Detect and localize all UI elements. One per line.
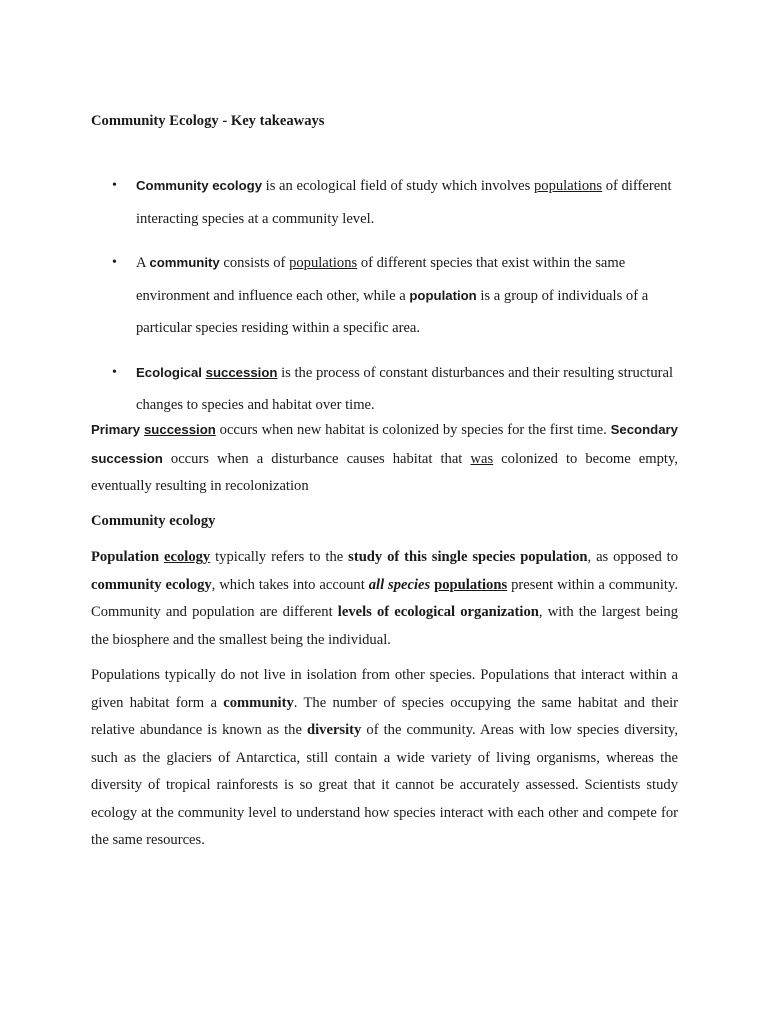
term: Community ecology	[136, 178, 263, 193]
bold-text: levels of ecological organization	[337, 604, 539, 620]
bullet-icon: •	[112, 364, 117, 380]
text: is a group of individuals of a particular species residing within a specific area.	[136, 287, 649, 336]
underlined-term: succession	[205, 364, 278, 380]
list-item	[91, 247, 678, 345]
term: Population	[91, 549, 160, 565]
bold-text: study of this single species population	[348, 549, 588, 565]
text: occurs when a disturbance causes habitat that	[162, 450, 471, 467]
text: colonized to become empty, eventually resulting in recolonization	[91, 450, 678, 494]
text: of different species that exist within the same environment and influence each other, while a	[136, 255, 626, 304]
text: of the community. Areas with low species diversity, such as the glaciers of Antarctica, still contain a wide variety of living organisms, whereas the diversity of tropical rainforests is so great that it cannot be accurately assessed. Scientists study ecology at the community level to understand how species interact with each other and compete for the same resources.	[91, 722, 679, 848]
text: . The number of species occupying the same habitat and their relative abundance is known as the	[91, 694, 678, 738]
takeaways-list	[91, 170, 678, 434]
bold-text: community	[223, 694, 294, 711]
population-ecology-paragraph	[91, 544, 678, 654]
bold-italic-text: all species	[368, 576, 431, 593]
underlined-term: ecology	[164, 549, 211, 565]
text: is an ecological field of study which involves	[262, 178, 534, 194]
text: A	[136, 255, 150, 271]
bullet-icon: •	[112, 255, 117, 270]
underlined-term: populations	[533, 178, 603, 194]
section-heading: Community ecology	[91, 513, 216, 529]
text: present within a community. Community and population are different	[91, 576, 678, 620]
underlined-term: populations	[434, 576, 508, 593]
bold-text: diversity	[307, 722, 362, 738]
term: Primary	[91, 422, 141, 437]
text: consists of	[219, 255, 290, 271]
term: community	[149, 255, 220, 270]
underlined-term: succession	[143, 422, 216, 437]
primary-succession-paragraph	[91, 416, 678, 501]
term: population	[409, 287, 477, 303]
underlined-term: was	[470, 450, 494, 467]
bullet-icon: •	[112, 178, 117, 193]
text: of different interacting species at a community level.	[136, 178, 672, 227]
bold-text: community ecology	[91, 576, 212, 593]
text: , as opposed to	[587, 549, 679, 565]
list-item	[91, 170, 678, 235]
list-item	[91, 357, 678, 422]
populations-paragraph	[91, 662, 678, 855]
text: typically refers to the	[210, 549, 349, 565]
term: Secondary succession	[91, 422, 678, 466]
term: Ecological	[136, 364, 202, 380]
text: occurs when new habitat is colonized by species for the first time.	[215, 422, 611, 438]
underlined-term: populations	[289, 255, 358, 271]
text: , with the largest being the biosphere and the smallest being the individual.	[91, 604, 678, 648]
text: , which takes into account	[211, 576, 369, 593]
text: Populations typically do not live in isolation from other species. Populations that interact within a given habitat form a	[91, 667, 678, 711]
text: is the process of constant disturbances and their resulting structural changes to species and habitat over time.	[136, 364, 674, 413]
document-title: Community Ecology - Key takeaways	[91, 113, 325, 129]
